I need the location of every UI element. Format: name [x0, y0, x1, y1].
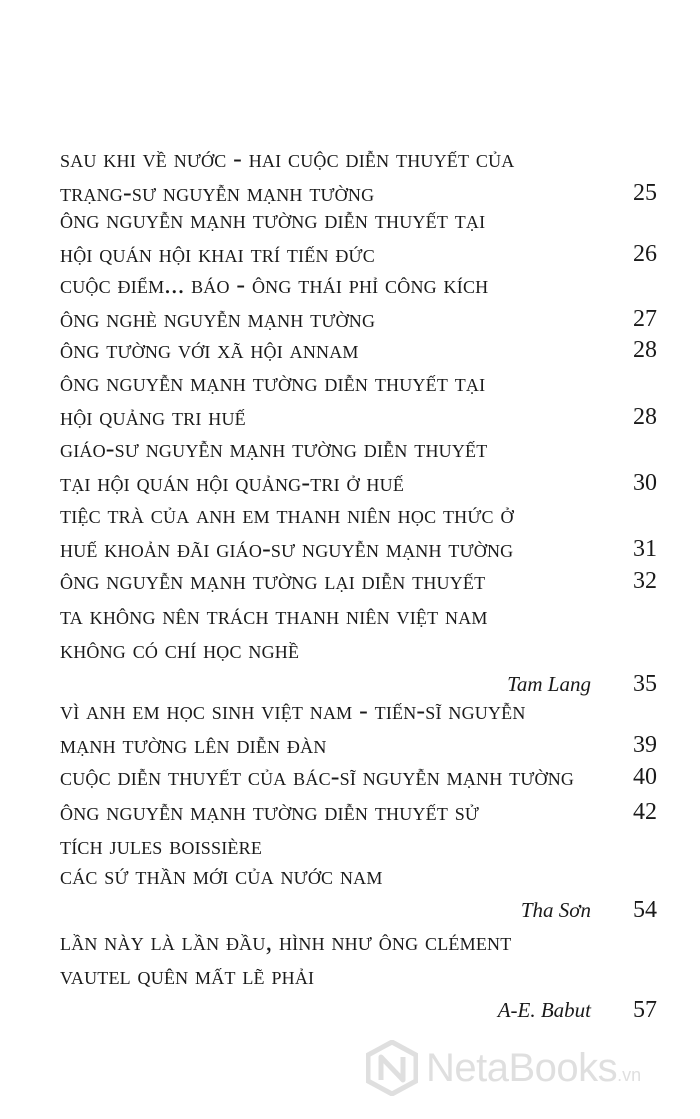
toc-entry: [60, 925, 657, 1027]
toc-entry: [60, 366, 657, 434]
toc-page-number: 25: [633, 180, 657, 206]
toc-entry-title-line: không có chí học nghề: [60, 635, 300, 664]
toc-entry-title-line: vautel quên mất lẽ phải: [60, 961, 315, 990]
toc-entry: [60, 795, 657, 863]
toc-entry-title-line: ông tường với xã hội annam: [60, 335, 359, 364]
toc-entry-title-line: vì anh em học sinh việt nam - tiến-sĩ nguyễn: [60, 696, 526, 725]
toc-entry-author: Tha Sơn: [520, 898, 591, 922]
toc-entry-title-line: mạnh tường lên diễn đàn: [60, 730, 327, 759]
toc-page-number: 31: [633, 536, 657, 562]
toc-entry: [60, 694, 657, 762]
toc-entry: [60, 498, 657, 566]
toc-entry-title-line: ông nguyễn mạnh tường lại diễn thuyết: [60, 566, 486, 595]
toc-entry: [60, 203, 657, 271]
toc-entry-title-line: ông nguyễn mạnh tường diễn thuyết sử: [60, 797, 480, 826]
toc-entry-title-line: lần này là lần đầu, hình như ông clément: [60, 927, 512, 956]
toc-entry-title-line: ta không nên trách thanh niên việt nam: [60, 601, 488, 630]
toc-entry-title-line: giáo-sư nguyễn mạnh tường diễn thuyết: [60, 434, 488, 463]
toc-page-number: 27: [633, 306, 657, 332]
toc-page-number: 57: [633, 997, 657, 1023]
toc-entry-title-line: sau khi về nước - hai cuộc diễn thuyết của: [60, 144, 515, 173]
toc-entry-title-line: trạng-sư nguyễn mạnh tường: [60, 178, 375, 207]
toc-entry-title-line: tại hội quán hội quảng-tri ở huế: [60, 468, 405, 497]
toc-entry: [60, 599, 657, 701]
toc-page-number: 28: [633, 337, 657, 363]
toc-page-number: 32: [633, 568, 657, 594]
toc-entry-title-line: ông nghè nguyễn mạnh tường: [60, 304, 376, 333]
toc-entry: [60, 268, 657, 336]
toc-entry-title-line: tích jules boissière: [60, 831, 263, 860]
toc-entry-title-line: hội quảng tri huế: [60, 402, 246, 431]
toc-entry-title-line: ông nguyễn mạnh tường diễn thuyết tại: [60, 368, 486, 397]
toc-page-number: 42: [633, 799, 657, 825]
watermark-brand: NetaBooks: [426, 1046, 618, 1090]
toc-entry: [60, 564, 657, 598]
toc-entry-title-line: cuộc diễn thuyết của bác-sĩ nguyễn mạnh tường: [60, 762, 575, 791]
netabooks-logo-icon: [366, 1040, 418, 1096]
netabooks-watermark: [366, 1036, 686, 1100]
toc-entry-title-line: cuộc điểm... báo - ông thái phỉ công kích: [60, 270, 489, 299]
toc-entry-author: A-E. Babut: [497, 998, 591, 1022]
toc-page-number: 28: [633, 404, 657, 430]
toc-entry-title-line: tiệc trà của anh em thanh niên học thức ở: [60, 500, 514, 529]
toc-page-number: 39: [633, 732, 657, 758]
toc-entry: [60, 432, 657, 500]
toc-entry: [60, 333, 657, 367]
toc-page-number: 35: [633, 671, 657, 697]
toc-entry: [60, 760, 657, 794]
toc-entry-title-line: các sứ thần mới của nước nam: [60, 861, 383, 890]
toc-page-number: 26: [633, 241, 657, 267]
toc-page-number: 54: [633, 897, 657, 923]
toc-entry: [60, 142, 657, 210]
watermark-suffix: .vn: [617, 1065, 642, 1085]
toc-page-number: 40: [633, 764, 657, 790]
toc-entry: [60, 859, 657, 927]
toc-page-number: 30: [633, 470, 657, 496]
netabooks-wordmark: [426, 1044, 641, 1099]
toc-entry-title-line: hội quán hội khai trí tiến đức: [60, 239, 375, 268]
toc-entry-title-line: huế khoản đãi giáo-sư nguyễn mạnh tường: [60, 534, 514, 563]
toc-entry-author: Tam Lang: [507, 672, 591, 696]
toc-entry-title-line: ông nguyễn mạnh tường diễn thuyết tại: [60, 205, 486, 234]
